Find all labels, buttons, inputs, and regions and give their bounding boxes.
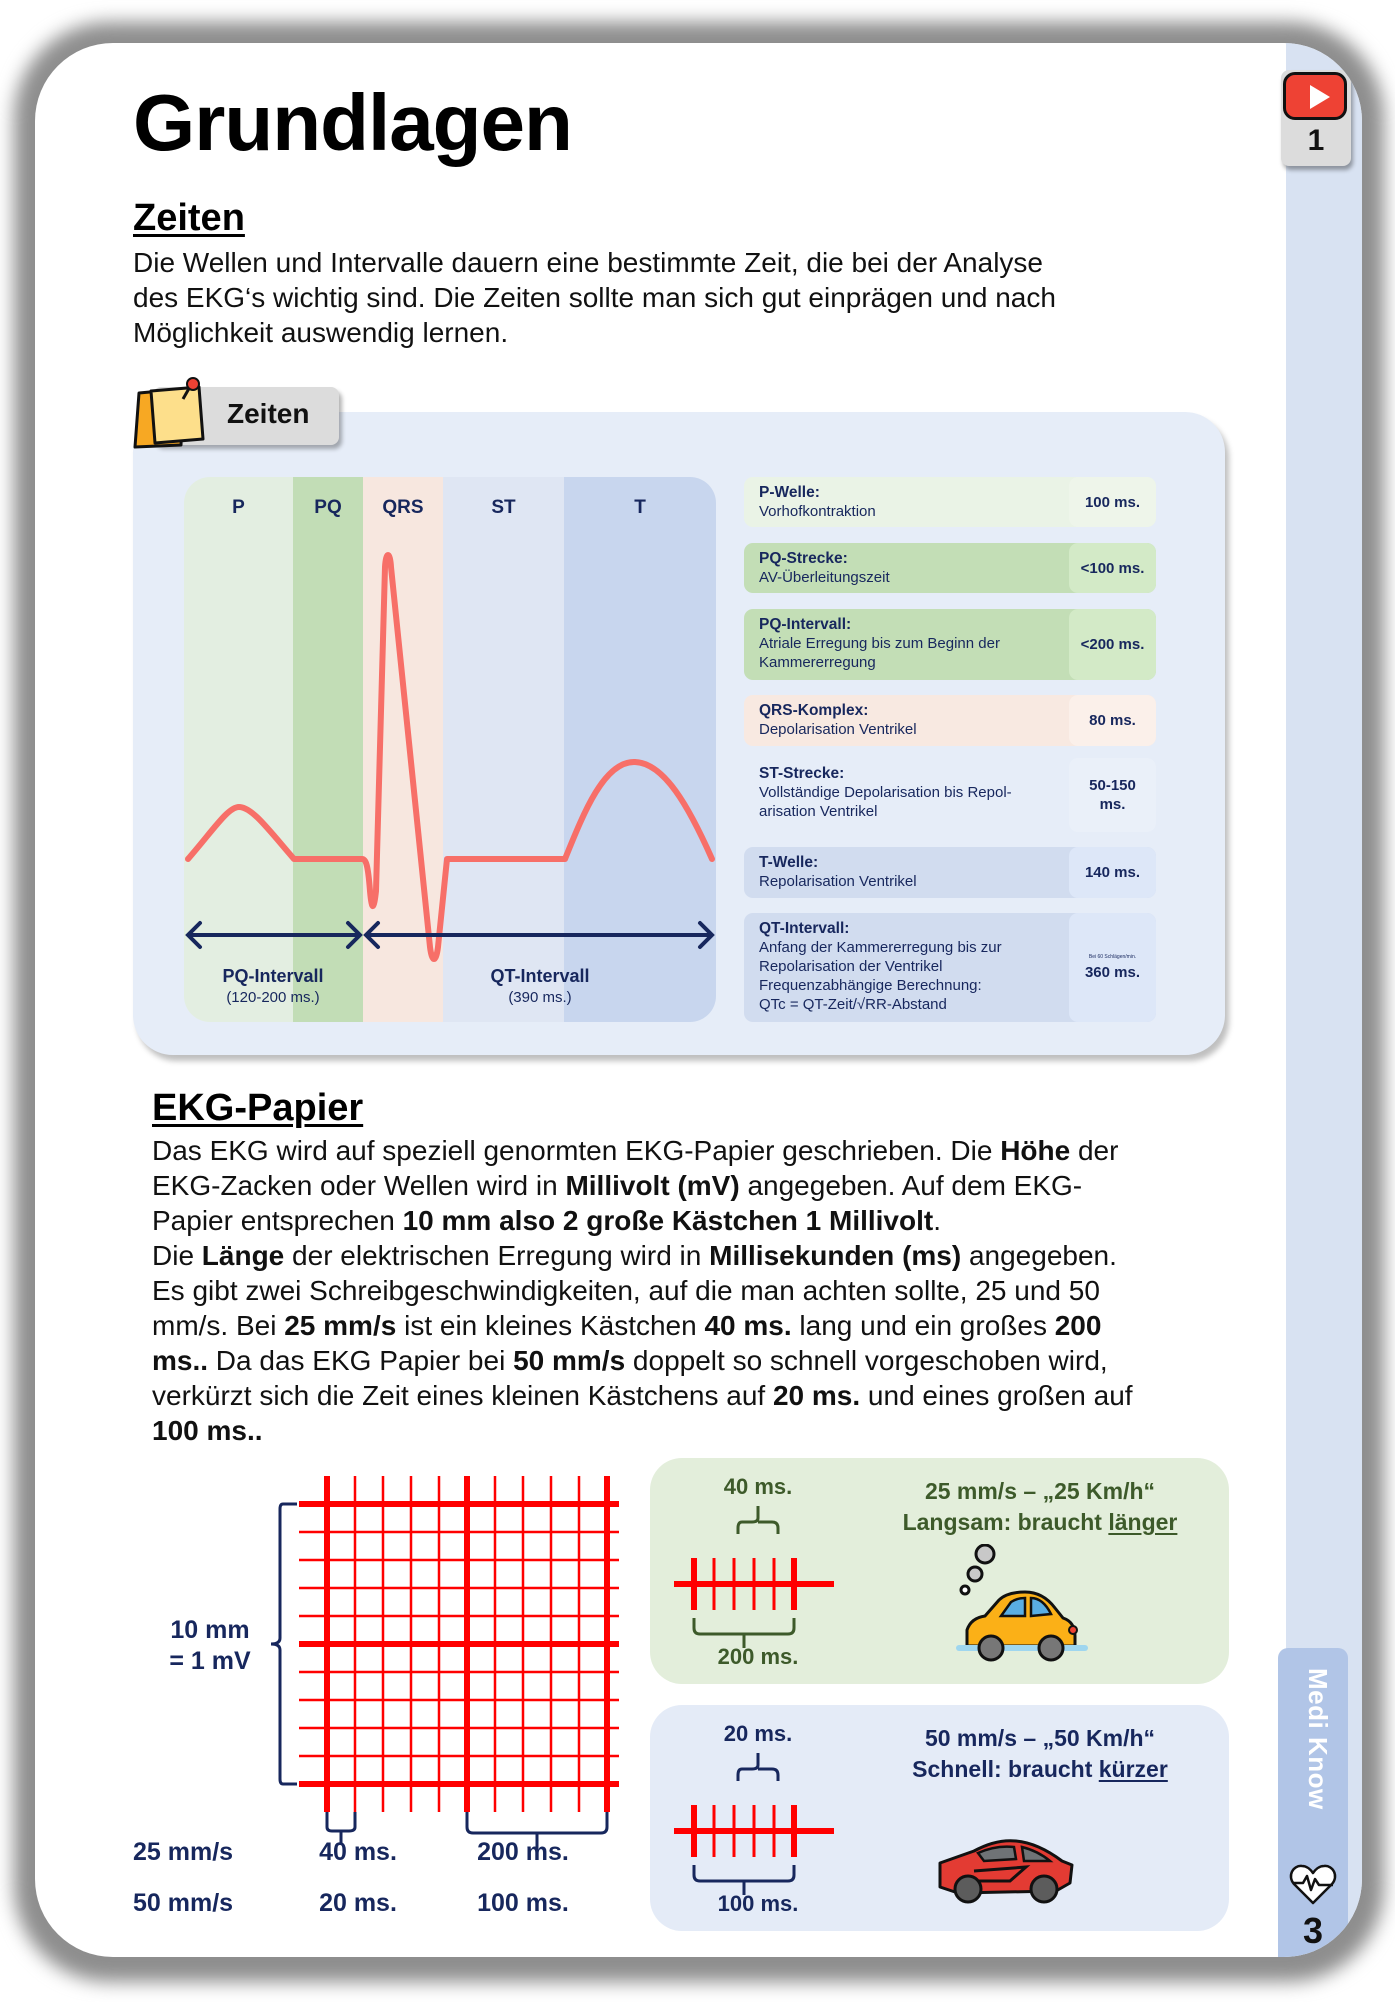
text-segment: verkürzt sich die Zeit eines kleinen Kästchens auf [152,1380,773,1411]
speed-label-25: 25 mm/s [133,1838,234,1866]
timing-row-text [759,483,1059,521]
timing-row-text [759,853,1059,891]
zeiten-label-text: Zeiten [227,398,310,429]
bold-term: 20 ms. [772,1380,861,1411]
bold-term: 10 mm also 2 große Kästchen 1 Millivolt [402,1205,934,1236]
timing-row-description: Repolarisation der Ventrikel [759,958,943,975]
text-segment: lang und ein großes [791,1310,1055,1341]
timing-row [744,477,1156,527]
timing-row-value: 360 ms. [1084,963,1141,981]
timing-row [744,847,1156,898]
text-segment: und eines großen auf [860,1380,1133,1411]
text-segment: . [933,1205,941,1236]
section-heading-ekg-papier: EKG-Papier [152,1087,364,1129]
text-segment: doppelt so schnell vorgeschoben wird, [625,1345,1108,1376]
bold-term: Millivolt (mV) [565,1170,740,1201]
large-box-time: 100 ms. [717,1891,799,1916]
text-segment: Das EKG wird auf speziell genormten EKG-Papier geschrieben. Die [152,1135,1001,1166]
video-tab[interactable] [1281,70,1351,166]
page [35,43,1362,1957]
timing-row-value: <100 ms. [1080,559,1145,577]
bold-term: Länge [201,1240,285,1271]
speed-subtitle-text: Schnell: braucht [912,1756,1099,1782]
ecg-band-label: P [232,497,245,518]
speed-title: 25 mm/s – „25 Km/h“ [924,1478,1156,1504]
timing-row-title: T-Welle: [759,854,819,871]
brand-name: Medi Know [1303,1668,1333,1810]
text-segment: mm/s. Bei [152,1310,285,1341]
timing-row-text [759,549,1059,587]
bold-term: 40 ms. [704,1310,792,1341]
ecg-band-label: PQ [314,497,342,518]
speed-title: 50 mm/s – „50 Km/h“ [924,1725,1156,1751]
speed-subtitle-emphasis: länger [1108,1509,1178,1535]
ekg-grid-diagram [35,43,655,1957]
youtube-play-icon[interactable] [1283,72,1347,120]
text-segment: angegeben. Auf dem EKG- [739,1170,1083,1201]
small-box-time-25: 40 ms. [319,1838,397,1866]
timing-row-title: QT-Intervall: [759,920,850,937]
bold-term: 100 ms.. [152,1415,263,1446]
red-sports-car-icon [934,1801,1084,1921]
timing-row-title: PQ-Strecke: [759,550,848,567]
timing-row-title: PQ-Intervall: [759,616,852,633]
text-segment: der [1070,1135,1119,1166]
large-box-time-25: 200 ms. [477,1838,569,1866]
timing-row-value-cell [1069,609,1156,680]
bold-term: 50 mm/s [513,1345,626,1376]
text-segment: angegeben. [961,1240,1117,1271]
timing-row-note: Bei 60 Schlägen/min. [1088,953,1137,960]
height-label-mm: 10 mm [170,1616,250,1644]
zeiten-paragraph-line: des EKG‘s wichtig sind. Die Zeiten sollte man sich gut einprägen und nach [133,282,1056,313]
timing-row-value-cell [1069,758,1156,832]
height-label-mv: = 1 mV [169,1647,251,1675]
large-box-time-50: 100 ms. [477,1889,569,1917]
timing-row-value-cell [1069,847,1156,898]
timing-row-value-cell [1069,477,1156,527]
timing-row-value: 80 ms. [1089,712,1136,729]
yellow-car-icon [945,1544,1095,1664]
timing-row-title: P-Welle: [759,484,820,501]
timing-row-description: QTc = QT-Zeit/√RR-Abstand [759,996,947,1013]
text-segment: EKG-Zacken oder Wellen wird in [152,1170,566,1201]
timing-row [744,695,1156,746]
speed-label-50: 50 mm/s [133,1889,234,1917]
bold-term: 25 mm/s [284,1310,397,1341]
large-box-time: 200 ms. [717,1644,799,1669]
height-brace [271,1504,297,1784]
small-box-time: 40 ms. [723,1474,793,1499]
large-box-brace [694,1865,794,1895]
speed-subtitle [860,1754,1220,1785]
bold-term: Millisekunden (ms) [709,1240,962,1271]
timing-row-description: Vollständige Depolarisation bis Repol- [759,784,1012,801]
timing-row-description: AV-Überleitungszeit [759,569,890,586]
timing-row-text [759,701,1059,739]
timing-row-value-cell [1069,695,1156,746]
text-segment: der elektrischen Erregung wird in [284,1240,710,1271]
timing-row-value: 50-150 ms. [1089,777,1136,813]
section-heading-zeiten: Zeiten [133,197,245,239]
timing-row-value-cell [1069,543,1156,593]
ecg-band-label: QRS [382,497,424,518]
timing-row-description: Depolarisation Ventrikel [759,721,917,738]
timing-row-description: Vorhofkontraktion [759,503,876,520]
timing-row-text [759,764,1059,821]
interval-duration: (390 ms.) [508,989,572,1006]
timing-row-text [759,919,1059,1014]
timing-row-title: ST-Strecke: [759,765,845,782]
interval-duration: (120-200 ms.) [226,989,320,1006]
zeiten-paragraph-line: Möglichkeit auswendig lernen. [133,317,509,348]
bold-term: 200 [1054,1310,1102,1341]
ecg-band-label: ST [491,497,516,518]
small-box-brace [738,1753,778,1781]
bold-term: ms.. [152,1345,209,1376]
timing-row-description: Frequenzabhängige Berechnung: [759,977,982,994]
large-box-brace [694,1618,794,1648]
small-box-time: 20 ms. [723,1721,793,1746]
text-segment: ist ein kleines Kästchen [396,1310,705,1341]
interval-label: PQ-Intervall [222,966,324,986]
timing-row-value: <200 ms. [1080,636,1145,653]
timing-row-description: arisation Ventrikel [759,803,878,820]
timing-row [744,543,1156,593]
text-segment: Papier entsprechen [152,1205,403,1236]
speed-subtitle-text: Langsam: braucht [902,1509,1109,1535]
page-title: Grundlagen [133,78,572,167]
slow-speed-card [650,1458,1229,1684]
bold-term: Höhe [1000,1135,1071,1166]
video-tab-number: 1 [1307,124,1325,157]
page-number: 3 [1302,1910,1324,1951]
timing-row-title: QRS-Komplex: [759,702,869,719]
mini-grid-diagram [668,1749,868,1899]
speed-subtitle-emphasis: kürzer [1098,1756,1168,1782]
timing-row-description: Repolarisation Ventrikel [759,873,917,890]
text-segment: Die [152,1240,202,1271]
timing-row-description: Kammererregung [759,654,876,671]
timing-row-value: 100 ms. [1084,493,1141,511]
fast-speed-card [650,1705,1229,1931]
timing-row-value-cell [1069,913,1156,1022]
timing-row [744,913,1156,1022]
timing-row [744,609,1156,680]
small-box-time-50: 20 ms. [319,1889,397,1917]
speed-heading [860,1476,1220,1538]
speed-heading [860,1723,1220,1785]
mini-grid-diagram [668,1502,868,1652]
speed-subtitle [860,1507,1220,1538]
text-segment: Da das EKG Papier bei [208,1345,514,1376]
timing-row-description: Anfang der Kammererregung bis zur [759,939,1002,956]
timing-row-description: Atriale Erregung bis zum Beginn der [759,635,1000,652]
small-box-brace [738,1506,778,1534]
timing-row [744,758,1156,832]
text-segment: Es gibt zwei Schreibgeschwindigkeiten, auf die man achten sollte, 25 und 50 [152,1275,1100,1306]
interval-label: QT-Intervall [490,966,590,986]
zeiten-paragraph-line: Die Wellen und Intervalle dauern eine bestimmte Zeit, die bei der Analyse [133,247,1043,278]
ecg-band-label: T [634,497,646,518]
timing-row-value: 140 ms. [1084,864,1141,881]
timing-row-text [759,615,1059,672]
heart-pulse-icon [1289,1863,1337,1905]
